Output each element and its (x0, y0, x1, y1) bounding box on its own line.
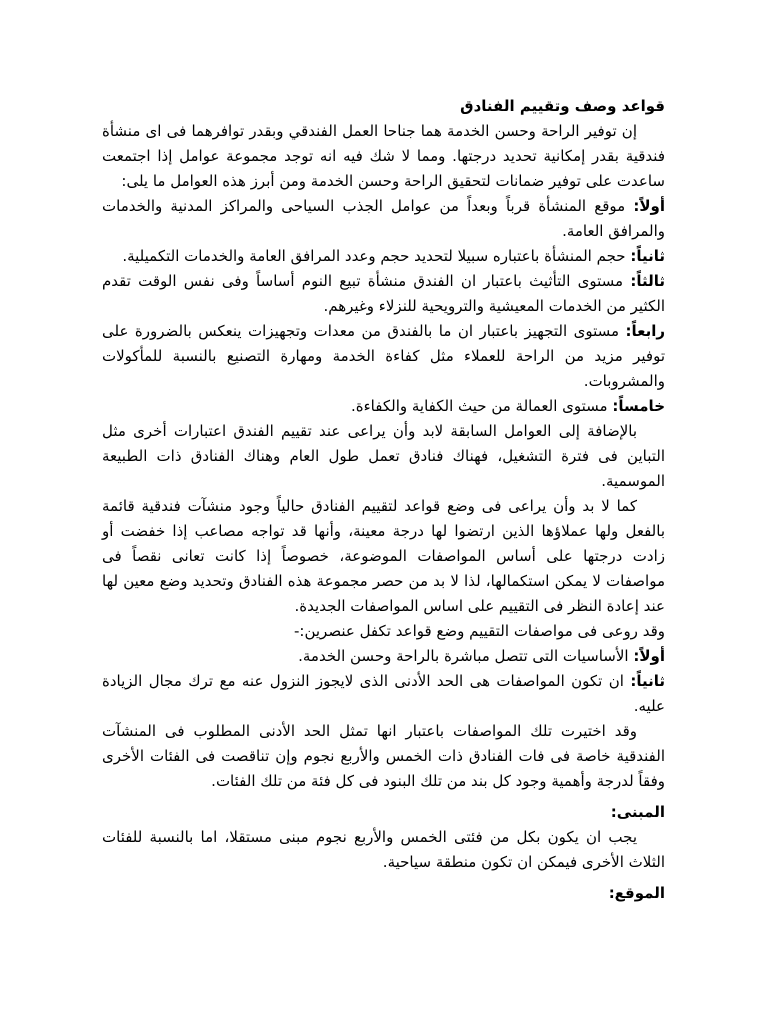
factor-3 (102, 269, 665, 319)
factor-5 (102, 394, 665, 419)
factor-4 (102, 319, 665, 394)
factor-4-text: مستوى التجهيز باعتبار ان ما بالفندق من معدات وتجهيزات ينعكس بالضرورة على توفير مزيد من الراحة للعملاء مثل كفاءة الخدمة ومهارة التصنيع بالنسبة للمأكولات والمشروبات. (102, 322, 665, 390)
paragraph-existing-hotels: كما لا بد وأن يراعى فى وضع قواعد لتقييم الفنادق حالياً وجود منشآت فندقية قائمة بالفعل ولها عملاؤها الذين ارتضوا لها درجة معينة، وأنها قد تواجه مصاعب إذا خفضت أو زادت درجتها على أساس المواصفات الموضوعة، خصوصاً إذا كانت تعانى نقصاً فى مواصفات لا يمكن استكمالها، لذا لا بد من حصر مجموعة هذه الفنادق وتحديد وضع معين لها عند إعادة النظر فى التقييم على اساس المواصفات الجديدة. (102, 497, 665, 615)
factor-1-text: موقع المنشأة قرباً وبعداً من عوامل الجذب السياحى والمراكز المدنية والخدمات والمرافق العامة. (102, 197, 665, 240)
element-2-label: ثانياً: (630, 672, 665, 690)
document-title: قواعد وصف وتقييم الفنادق (460, 97, 665, 115)
factor-2-text: حجم المنشأة باعتباره سبيلا لتحديد حجم وعدد المرافق العامة والخدمات التكميلية. (122, 247, 626, 265)
element-2 (102, 669, 665, 719)
factor-5-label: خامساً: (612, 397, 665, 415)
document-page (102, 94, 665, 906)
factor-3-text: مستوى التأثيث باعتبار ان الفندق منشأة تبيع النوم أساساً وفى نفس الوقت تقدم الكثير من الخدمات المعيشية والترويحية للنزلاء وغيرهم. (102, 272, 665, 315)
element-1-label: أولاً: (633, 647, 665, 665)
factor-4-label: رابعاً: (625, 322, 665, 340)
paragraph-two-elements: وقد روعى فى مواصفات التقييم وضع قواعد تكفل عنصرين:- (293, 622, 665, 640)
factor-2 (102, 244, 665, 269)
element-2-text: ان تكون المواصفات هى الحد الأدنى الذى لايجوز النزول عنه مع ترك مجال الزيادة عليه. (102, 672, 665, 715)
factor-1-label: أولاً: (633, 197, 665, 215)
paragraph-building: يجب ان يكون بكل من فئتى الخمس والأربع نجوم مبنى مستقلا، اما بالنسبة للفئات الثلاث الأخرى فيمكن ان تكون منطقة سياحية. (102, 828, 665, 871)
section-building-title: المبنى: (610, 803, 665, 821)
intro-paragraph: إن توفير الراحة وحسن الخدمة هما جناحا العمل الفندقي وبقدر توافرهما فى اى منشأة فندقية بقدر إمكانية تحديد درجتها. ومما لا شك فيه انه توجد مجموعة عوامل إذا اجتمعت ساعدت على توفير ضمانات لتحقيق الراحة وحسن الخدمة ومن أبرز هذه العوامل ما يلى: (102, 122, 665, 190)
factor-3-label: ثالثاً: (630, 272, 665, 290)
section-location-title: الموقع: (608, 884, 665, 902)
element-1-text: الأساسيات التى تتصل مباشرة بالراحة وحسن الخدمة. (298, 647, 629, 665)
factor-2-label: ثانياً: (630, 247, 665, 265)
factor-5-text: مستوى العمالة من حيث الكفاية والكفاءة. (351, 397, 608, 415)
element-1 (102, 644, 665, 669)
paragraph-specifications: وقد اختيرت تلك المواصفات باعتبار انها تمثل الحد الأدنى المطلوب فى المنشآت الفندقية خاصة فى فات الفنادق ذات الخمس والأربع نجوم وإن تناقصت فى الفئات الأخرى وفقاً لدرجة وأهمية وجود كل بند من تلك البنود فى كل فئة من تلك الفئات. (102, 722, 665, 790)
paragraph-considerations: بالإضافة إلى العوامل السابقة لابد وأن يراعى عند تقييم الفندق اعتبارات أخرى مثل التباين فى فترة التشغيل، فهناك فنادق تعمل طول العام وهناك الفنادق ذات الطبيعة الموسمية. (102, 422, 665, 490)
factor-1 (102, 194, 665, 244)
